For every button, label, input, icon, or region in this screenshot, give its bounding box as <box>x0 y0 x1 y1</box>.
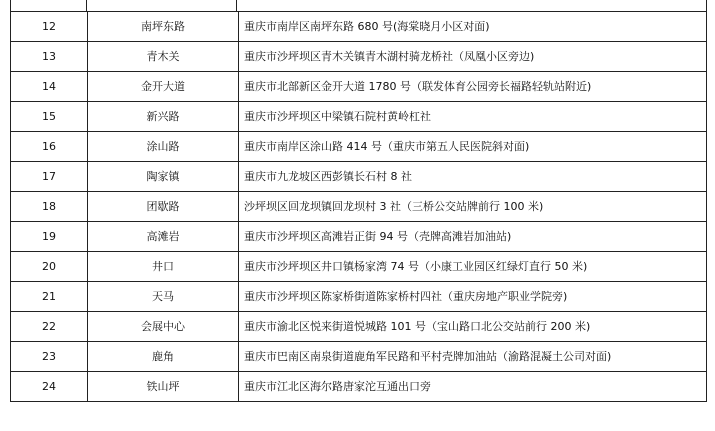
station-address: 重庆市沙坪坝区陈家桥街道陈家桥村四社（重庆房地产职业学院旁) <box>239 282 707 312</box>
station-address: 重庆市沙坪坝区高滩岩正街 94 号（壳牌高滩岩加油站) <box>239 222 707 252</box>
table-row <box>11 192 707 222</box>
table-row <box>11 342 707 372</box>
station-address: 重庆市南岸区涂山路 414 号（重庆市第五人民医院斜对面) <box>239 132 707 162</box>
table-row <box>11 72 707 102</box>
station-name: 高滩岩 <box>88 222 239 252</box>
row-number: 16 <box>11 132 88 162</box>
row-number: 19 <box>11 222 88 252</box>
row-number: 18 <box>11 192 88 222</box>
station-name: 会展中心 <box>88 312 239 342</box>
station-address: 重庆市沙坪坝区井口镇杨家湾 74 号（小康工业园区红绿灯直行 50 米) <box>239 252 707 282</box>
station-name: 鹿角 <box>88 342 239 372</box>
station-name: 团歇路 <box>88 192 239 222</box>
station-name: 南坪东路 <box>88 12 239 42</box>
station-address: 重庆市沙坪坝区青木关镇青木湖村骑龙桥社（凤凰小区旁边) <box>239 42 707 72</box>
station-address: 沙坪坝区回龙坝镇回龙坝村 3 社（三桥公交站牌前行 100 米) <box>239 192 707 222</box>
stations-table <box>10 11 707 402</box>
table-row <box>11 102 707 132</box>
column-line <box>236 0 237 11</box>
row-number: 23 <box>11 342 88 372</box>
row-number: 24 <box>11 372 88 402</box>
stations-table-body <box>11 12 707 402</box>
table-row <box>11 222 707 252</box>
table-row <box>11 42 707 72</box>
row-number: 14 <box>11 72 88 102</box>
station-address: 重庆市南岸区南坪东路 680 号(海棠晓月小区对面) <box>239 12 707 42</box>
table-row <box>11 12 707 42</box>
table-row <box>11 282 707 312</box>
table-row <box>11 312 707 342</box>
table-row <box>11 372 707 402</box>
station-address: 重庆市巴南区南泉街道鹿角军民路和平村壳牌加油站（渝路混凝土公司对面) <box>239 342 707 372</box>
row-number: 22 <box>11 312 88 342</box>
station-name: 青木关 <box>88 42 239 72</box>
station-address: 重庆市渝北区悦来街道悦城路 101 号（宝山路口北公交站前行 200 米) <box>239 312 707 342</box>
station-name: 涂山路 <box>88 132 239 162</box>
row-number: 17 <box>11 162 88 192</box>
row-number: 21 <box>11 282 88 312</box>
station-address: 重庆市九龙坡区西彭镇长石村 8 社 <box>239 162 707 192</box>
column-line <box>706 0 707 11</box>
table-row <box>11 162 707 192</box>
column-line <box>10 0 11 11</box>
row-number: 20 <box>11 252 88 282</box>
station-address: 重庆市北部新区金开大道 1780 号（联发体育公园旁长福路轻轨站附近) <box>239 72 707 102</box>
station-name: 井口 <box>88 252 239 282</box>
table-top-continuation <box>10 0 707 11</box>
row-number: 13 <box>11 42 88 72</box>
station-name: 铁山坪 <box>88 372 239 402</box>
station-address: 重庆市江北区海尔路唐家沱互通出口旁 <box>239 372 707 402</box>
table-row <box>11 132 707 162</box>
station-name: 天马 <box>88 282 239 312</box>
station-name: 金开大道 <box>88 72 239 102</box>
station-name: 陶家镇 <box>88 162 239 192</box>
station-name: 新兴路 <box>88 102 239 132</box>
column-line <box>86 0 87 11</box>
row-number: 12 <box>11 12 88 42</box>
row-number: 15 <box>11 102 88 132</box>
station-address: 重庆市沙坪坝区中梁镇石院村黄岭杠社 <box>239 102 707 132</box>
table-row <box>11 252 707 282</box>
